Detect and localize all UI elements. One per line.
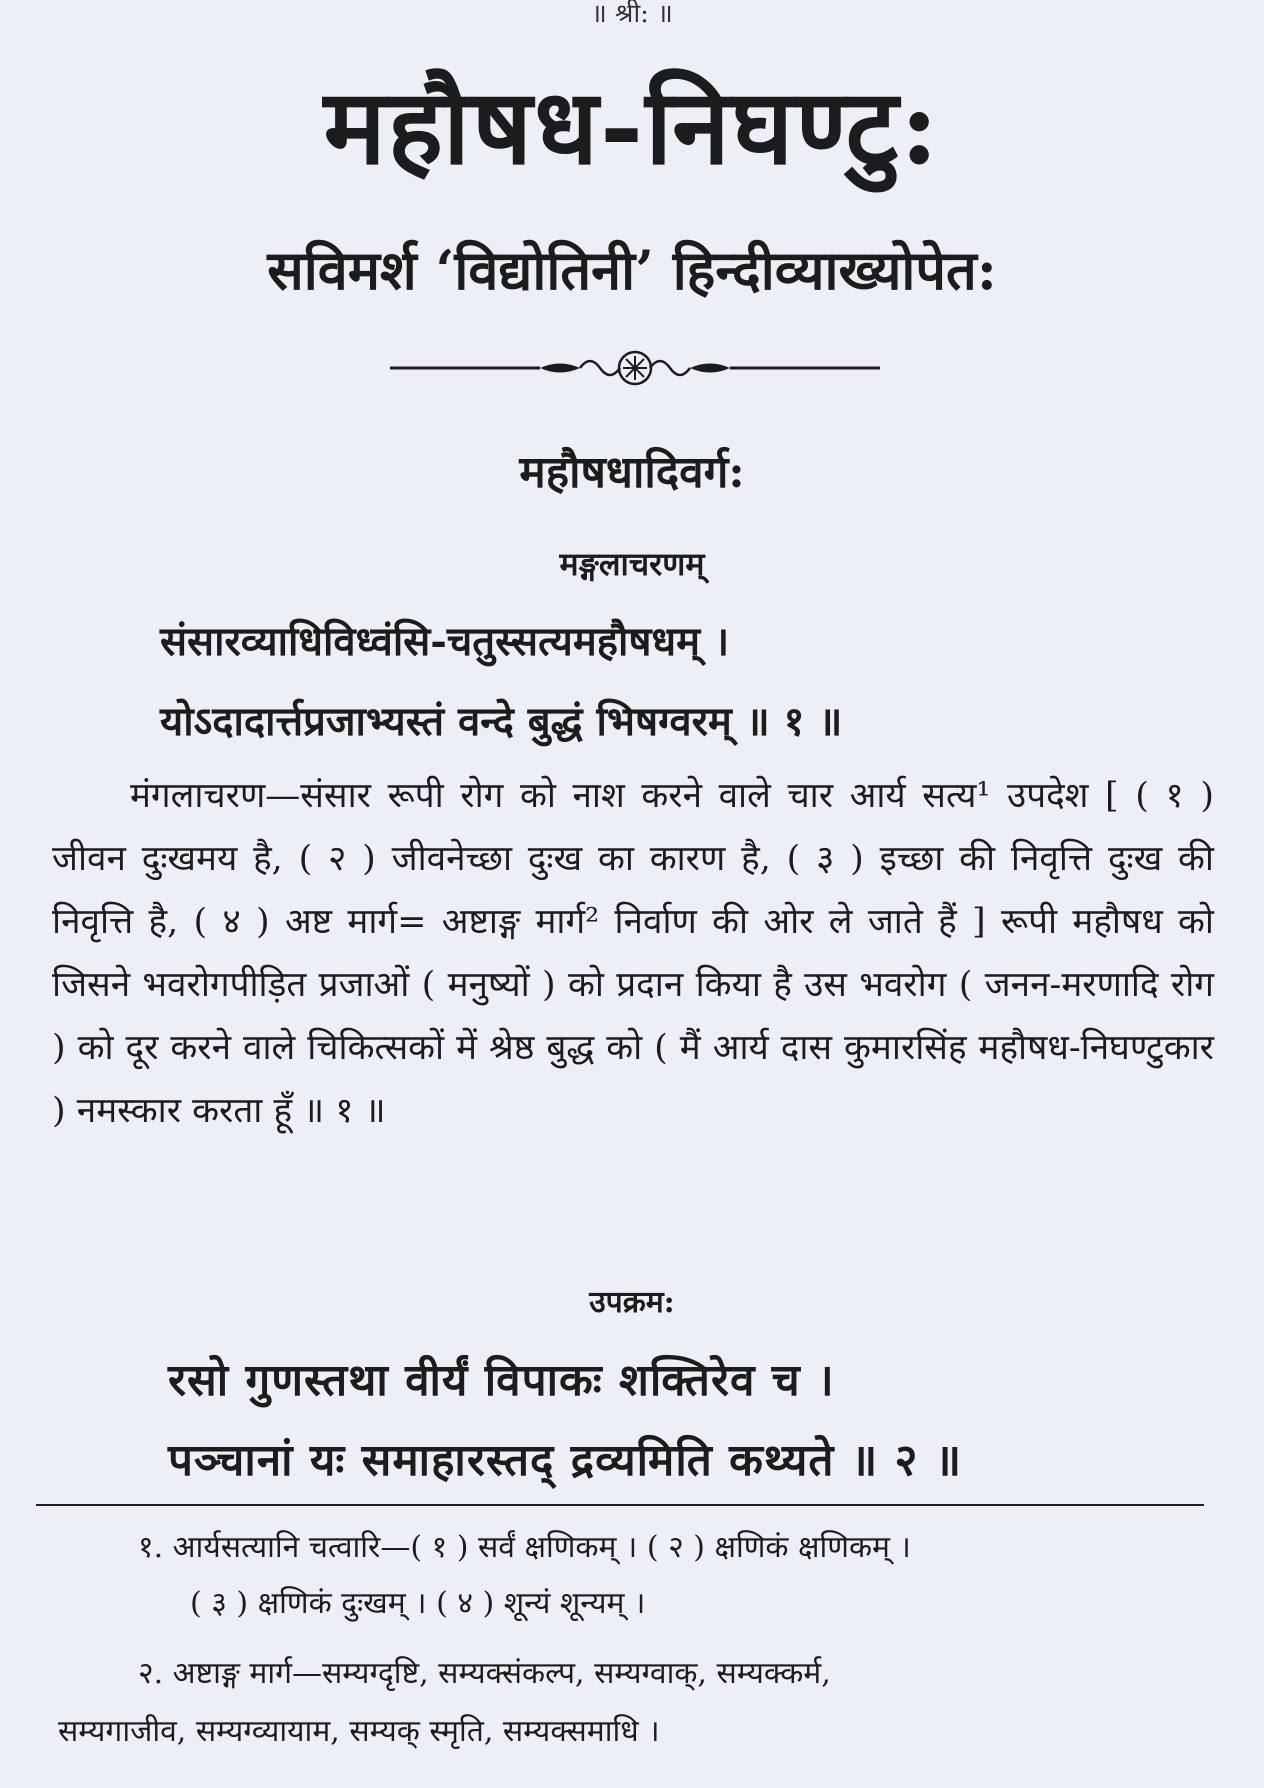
footnote-2-line2: सम्यगाजीव, सम्यग्व्यायाम, सम्यक् स्मृति, सम्यक्समाधि । bbox=[58, 1714, 660, 1749]
book-title: महौषध-निघण्टु: bbox=[323, 65, 941, 188]
book-subtitle: सविमर्श ‘विद्योतिनी’ हिन्दीव्याख्योपेत: bbox=[267, 238, 997, 302]
upakram-heading: उपक्रम: bbox=[589, 1285, 675, 1320]
invocation-header: ॥ श्री: ॥ bbox=[591, 0, 673, 29]
footnote-1-line2: ( ३ ) क्षणिकं दुःखम् । ( ४ ) शून्यं शून्यम् । bbox=[190, 1586, 646, 1621]
verse2-line2: पञ्चानां यः समाहारस्तद् द्रव्यमिति कथ्यते ॥ २ ॥ bbox=[168, 1435, 963, 1486]
commentary-text: मंगलाचरण—संसार रूपी रोग को नाश करने वाले चार आर्य सत्य¹ उपदेश [ ( १ ) जीवन दुःखमय है, ( २ ) जीवनेच्छा दुःख का कारण है, ( ३ ) इच्छा की निवृत्ति दुःख की निवृत्ति है, ( ४ ) अष्ट मार्ग= अष्टाङ्ग मार्ग² निर्वाण की ओर ले जाते हैं ] रूपी महौषध को जिसने भवरोगपीड़ित प्रजाओं ( मनुष्यों ) को प्रदान किया है उस भवरोग ( जनन-मरणादि रोग ) को दूर करने वाले चिकित्सकों में श्रेष्ठ बुद्ध को ( मैं आर्य दास कुमारसिंह महौषध-निघण्टुकार ) नमस्कार करता हूँ ॥ १ ॥ bbox=[52, 776, 1214, 1131]
footnote-2-line1: २. अष्टाङ्ग मार्ग—सम्यग्दृष्टि, सम्यक्संकल्प, सम्यग्वाक्, सम्यक्कर्म, bbox=[138, 1656, 831, 1691]
verse1-line2: योऽदादार्त्तप्रजाभ्यस्तं वन्दे बुद्धं भिषग्वरम् ॥ १ ॥ bbox=[160, 698, 843, 745]
verse2-line1: रसो गुणस्तथा वीर्यं विपाकः शक्तिरेव च । bbox=[168, 1355, 835, 1406]
footnote-1-line1: १. आर्यसत्यानि चत्वारि—( १ ) सर्वं क्षणिकम् । ( २ ) क्षणिकं क्षणिकम् । bbox=[138, 1530, 911, 1565]
commentary-paragraph bbox=[52, 765, 1214, 1143]
verse1-line1: संसारव्याधिविध्वंसि-चतुस्सत्यमहौषधम् । bbox=[160, 618, 730, 665]
footnote-divider bbox=[36, 1504, 1204, 1506]
ornament-divider-icon bbox=[390, 343, 880, 393]
chapter-title: महौषधादिवर्ग: bbox=[519, 447, 745, 498]
mangalacharan-heading: मङ्गलाचरणम् bbox=[559, 545, 705, 583]
